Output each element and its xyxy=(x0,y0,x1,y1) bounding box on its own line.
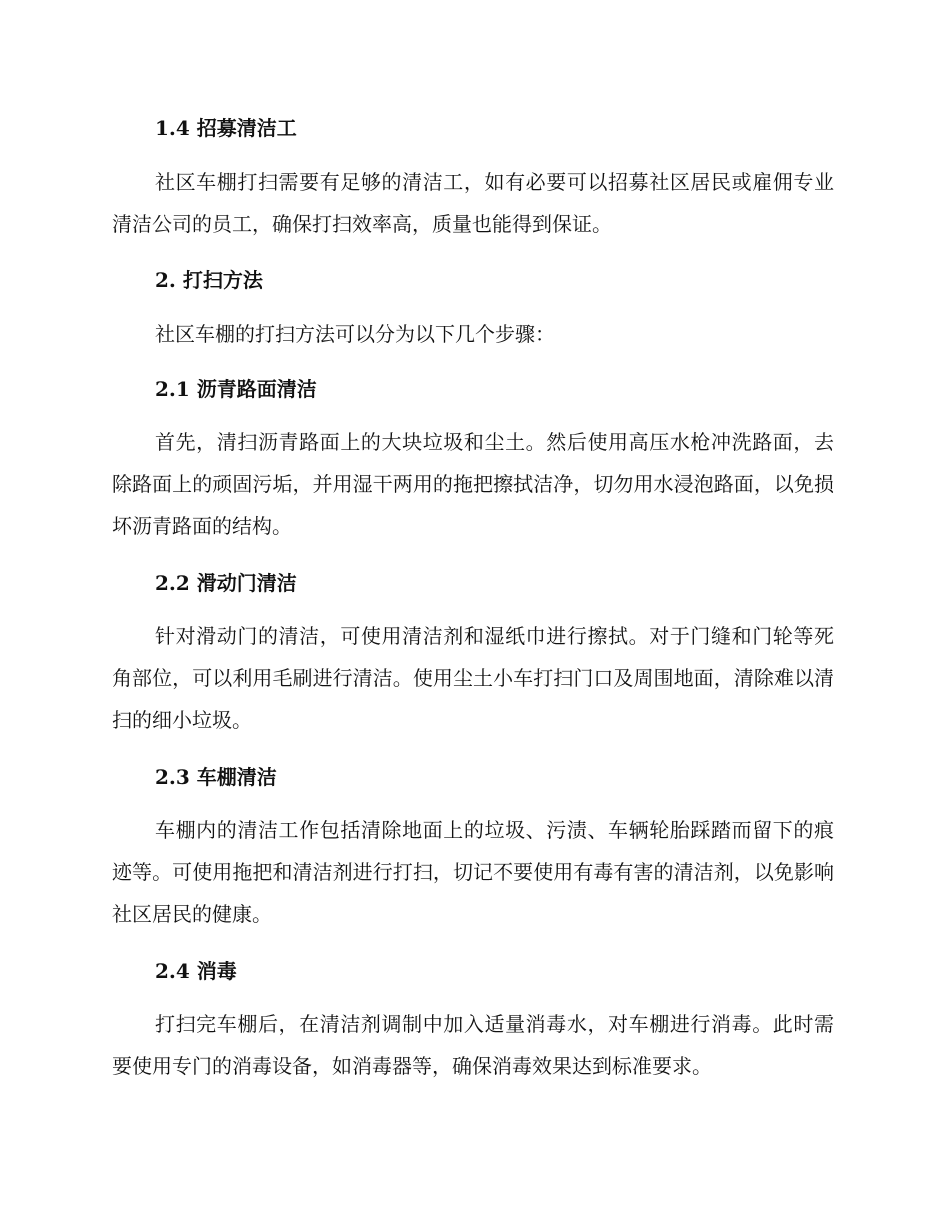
section-paragraph: 打扫完车棚后，在清洁剂调制中加入适量消毒水，对车棚进行消毒。此时需要使用专门的消毒设备，如消毒器等，确保消毒效果达到标准要求。 xyxy=(112,1012,834,1078)
section-paragraph: 社区车棚打扫需要有足够的清洁工，如有必要可以招募社区居民或雇佣专业清洁公司的员工，确保打扫效率高，质量也能得到保证。 xyxy=(112,170,834,236)
section-paragraph: 针对滑动门的清洁，可使用清洁剂和湿纸巾进行擦拭。对于门缝和门轮等死角部位，可以利用毛刷进行清洁。使用尘土小车打扫门口及周围地面，清除难以清扫的细小垃圾。 xyxy=(112,624,834,732)
section-heading: 2.4 消毒 xyxy=(155,959,237,983)
section-heading: 2.1 沥青路面清洁 xyxy=(155,377,317,401)
section-paragraph: 首先，清扫沥青路面上的大块垃圾和尘土。然后使用高压水枪冲洗路面，去除路面上的顽固污垢，并用湿干两用的拖把擦拭洁净，切勿用水浸泡路面，以免损坏沥青路面的结构。 xyxy=(112,430,834,538)
section-heading: 2.2 滑动门清洁 xyxy=(155,571,297,595)
section-paragraph: 车棚内的清洁工作包括清除地面上的垃圾、污渍、车辆轮胎踩踏而留下的痕迹等。可使用拖把和清洁剂进行打扫，切记不要使用有毒有害的清洁剂，以免影响社区居民的健康。 xyxy=(112,818,834,926)
section-heading: 1.4 招募清洁工 xyxy=(155,116,297,140)
section-heading: 2. 打扫方法 xyxy=(155,268,263,292)
section-paragraph: 社区车棚的打扫方法可以分为以下几个步骤： xyxy=(155,322,555,346)
section-heading: 2.3 车棚清洁 xyxy=(155,765,277,789)
